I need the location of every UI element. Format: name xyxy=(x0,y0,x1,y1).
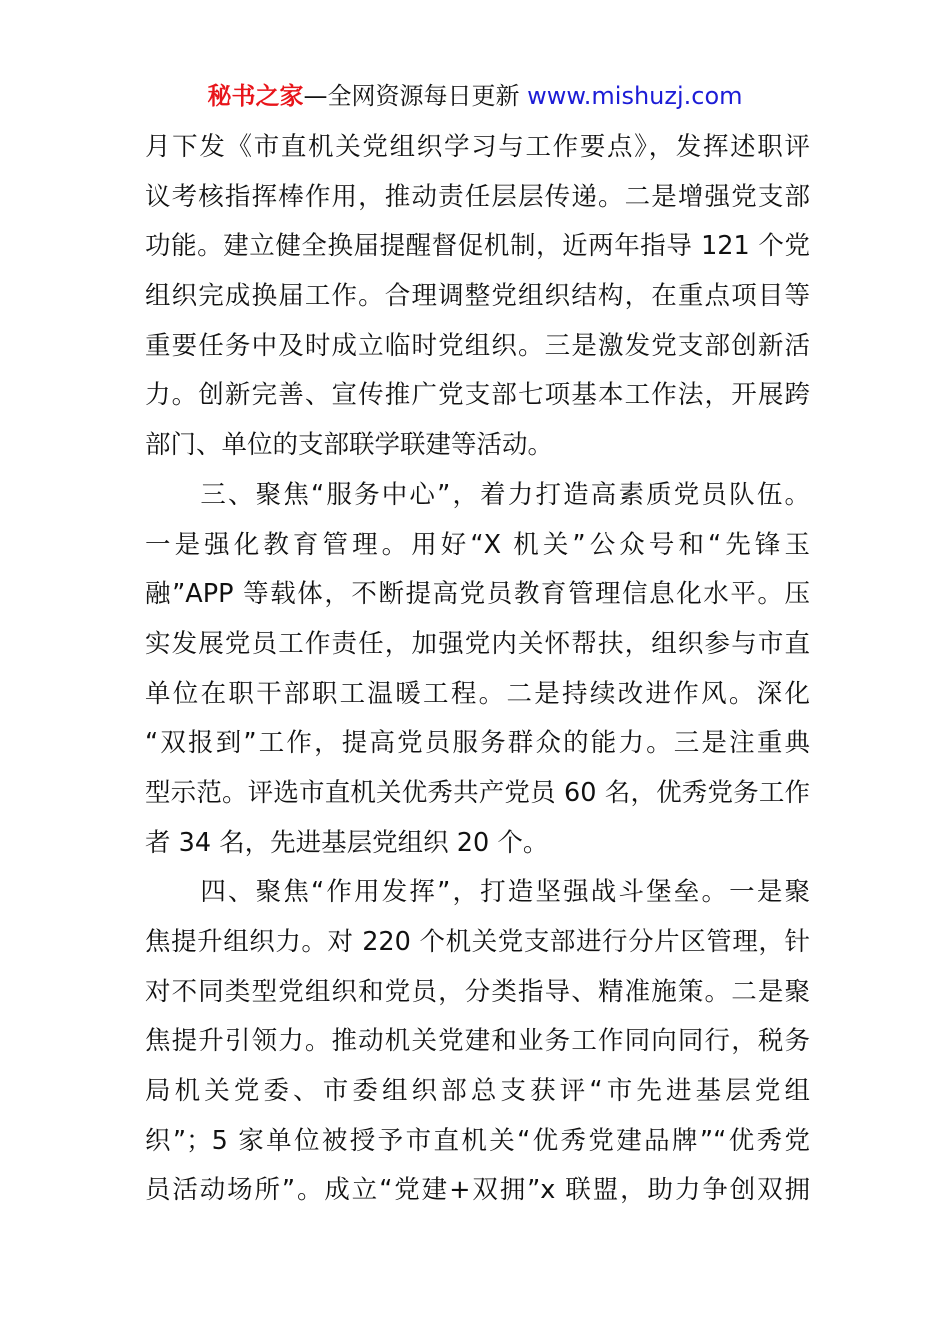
text-line: “双报到”工作，提高党员服务群众的能力。三是注重典 xyxy=(145,728,810,759)
text-line: 织”；5 家单位被授予市直机关“优秀党建品牌”“优秀党 xyxy=(145,1125,810,1156)
text-line: 焦提升引领力。推动机关党建和业务工作同向同行，税务 xyxy=(145,1026,810,1057)
text-line: 一是强化教育管理。用好“X 机关”公众号和“先锋玉 xyxy=(145,529,810,560)
text-line: 局机关党委、市委组织部总支获评“市先进基层党组 xyxy=(145,1076,810,1107)
document-body xyxy=(145,123,810,1216)
section-heading-line: 三、聚焦“服务中心”，着力打造高素质党员队伍。 xyxy=(145,479,810,510)
text-line: 焦提升组织力。对 220 个机关党支部进行分片区管理，针 xyxy=(145,927,810,957)
text-line: 者 34 名，先进基层党组织 20 个。 xyxy=(145,827,549,858)
site-tagline: —全网资源每日更新 xyxy=(303,82,528,110)
text-line: 议考核指挥棒作用，推动责任层层传递。二是增强党支部 xyxy=(145,181,810,212)
text-line: 功能。建立健全换届提醒督促机制，近两年指导 121 个党 xyxy=(145,231,810,262)
site-brand: 秘书之家 xyxy=(207,82,304,110)
text-line: 对不同类型党组织和党员，分类指导、精准施策。二是聚 xyxy=(145,976,810,1007)
text-line: 型示范。评选市直机关优秀共产党员 60 名，优秀党务工作 xyxy=(145,777,810,808)
text-line: 融”APP 等载体，不断提高党员教育管理信息化水平。压 xyxy=(145,579,810,610)
text-line: 部门、单位的支部联学联建等活动。 xyxy=(145,430,554,461)
text-line: 力。创新完善、宣传推广党支部七项基本工作法，开展跨 xyxy=(145,380,810,411)
text-line: 单位在职干部职工温暖工程。二是持续改进作风。深化 xyxy=(145,678,810,709)
text-line: 员活动场所”。成立“党建+双拥”x 联盟，助力争创双拥 xyxy=(145,1175,810,1206)
text-line: 月下发《市直机关党组织学习与工作要点》，发挥述职评 xyxy=(145,132,810,162)
text-line: 组织完成换届工作。合理调整党组织结构，在重点项目等 xyxy=(145,281,810,312)
site-url[interactable]: www.mishuzj.com xyxy=(527,82,743,110)
section-heading-line: 四、聚焦“作用发挥”，打造坚强战斗堡垒。一是聚 xyxy=(145,877,810,908)
text-line: 重要任务中及时成立临时党组织。三是激发党支部创新活 xyxy=(145,330,810,361)
text-line: 实发展党员工作责任，加强党内关怀帮扶，组织参与市直 xyxy=(145,628,810,659)
page-header xyxy=(0,80,950,112)
